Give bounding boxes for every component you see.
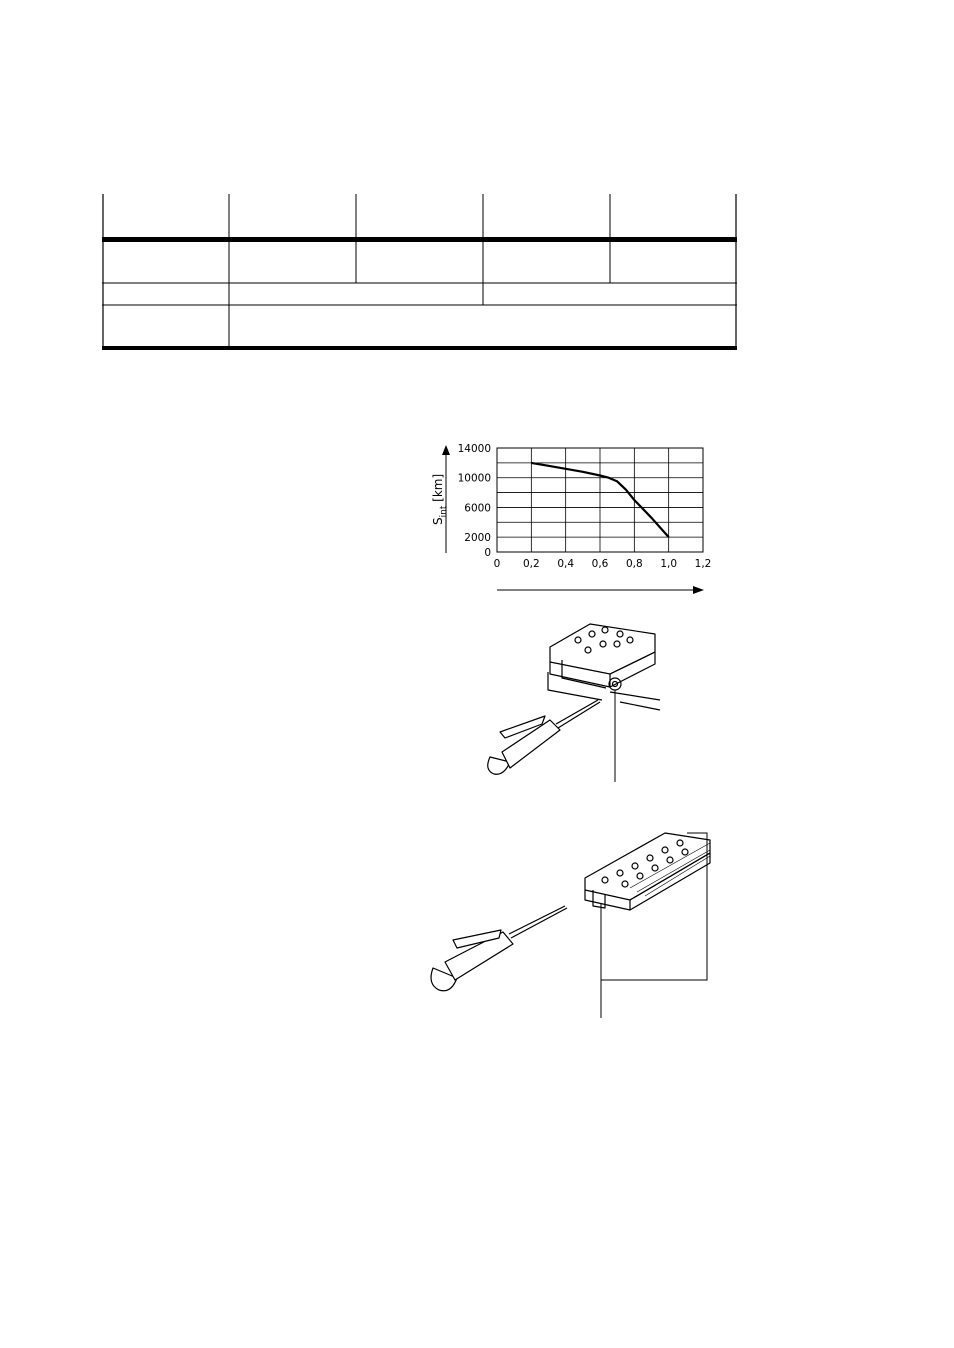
x-tick-label: 0,6 [591, 558, 609, 570]
chart-svg [410, 435, 730, 605]
figure-adjustment-top [470, 612, 670, 787]
x-tick-label: 0,2 [522, 558, 540, 570]
x-tick-label: 0 [493, 558, 501, 570]
y-tick-label: 14000 [457, 443, 491, 455]
screwdriver-slide-side-icon [425, 828, 720, 1020]
lifetime-chart [410, 435, 730, 605]
y-axis-arrow-head [442, 445, 450, 455]
y-tick-label: 0 [484, 547, 491, 559]
x-tick-label: 0,8 [625, 558, 643, 570]
spec-table [102, 194, 737, 352]
figure-adjustment-side [425, 828, 720, 1020]
x-axis-arrow-head [693, 586, 704, 594]
y-tick-label: 10000 [457, 472, 491, 485]
x-tick-label: 1,2 [694, 558, 712, 570]
x-tick-label: 0,4 [557, 558, 575, 570]
y-tick-label: 6000 [464, 502, 491, 515]
table-grid [102, 194, 737, 352]
x-tick-label: 1,0 [660, 558, 678, 570]
y-tick-label: 2000 [464, 532, 491, 545]
y-axis-label: $S_{int}$ [km] [431, 473, 449, 525]
screwdriver-slide-icon [470, 612, 670, 787]
